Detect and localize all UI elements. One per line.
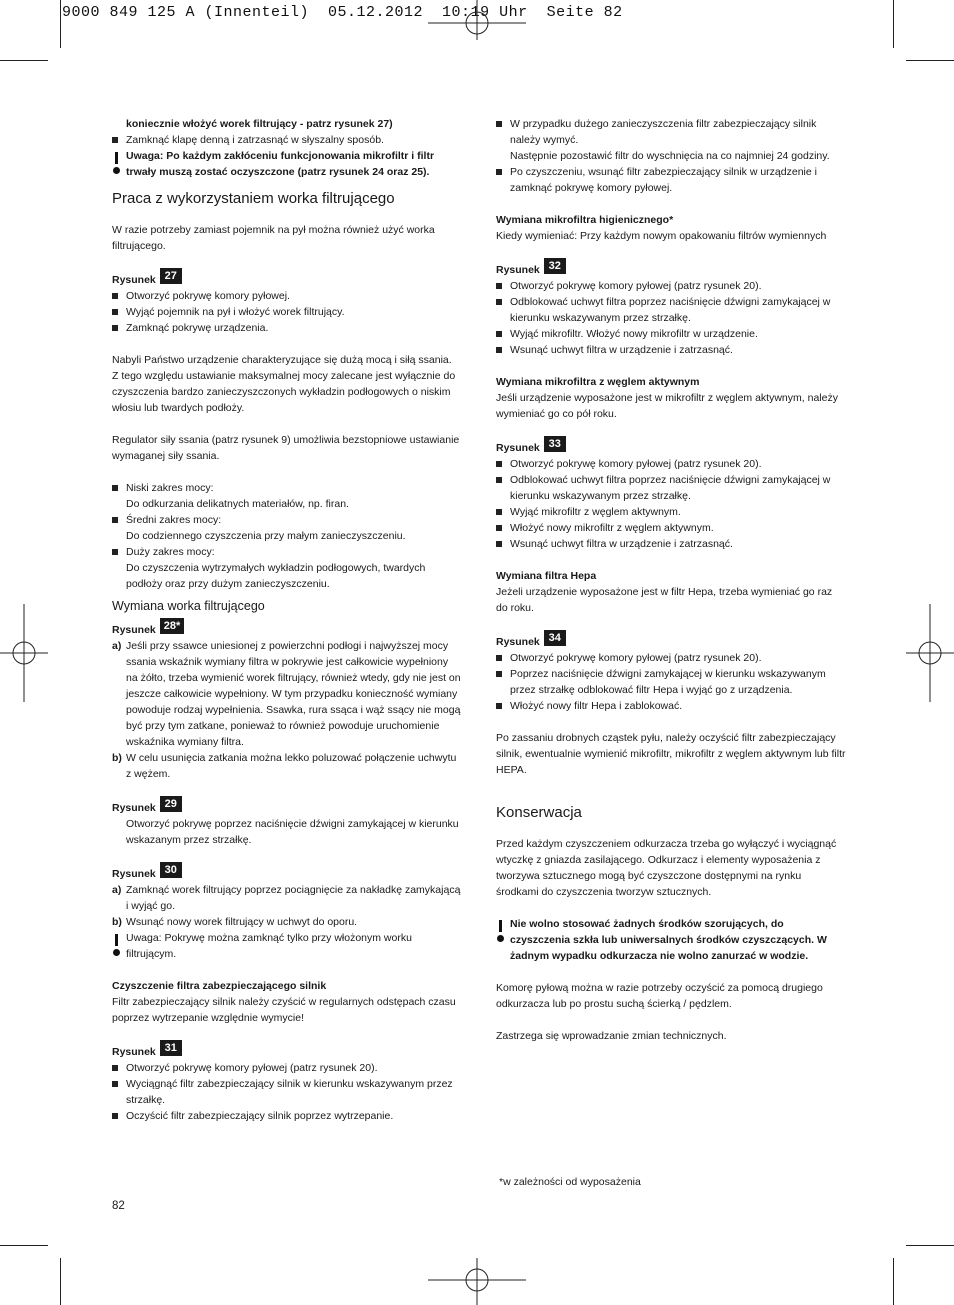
list-item-detail: Do czyszczenia wytrzymałych wykładzin podłogowych, twardych podłoży oraz przy dużym zanieczyszczeniu. [126, 562, 426, 590]
figure-ref-29: Rysunek 29 [112, 800, 462, 816]
list-item: Poprzez naciśnięcie dźwigni zamykającej w kierunku wskazywanym przez strzałkę odblokować filtr Hepa i wyjąć go z urządzenia. [496, 666, 846, 698]
paragraph: Regulator siły ssania (patrz rysunek 9) umożliwia bezstopniowe ustawianie wymaganej siły ssania. [112, 434, 460, 462]
figure-badge: 27 [160, 268, 182, 284]
list-item: Włożyć nowy mikrofiltr z węglem aktywnym. [496, 520, 846, 536]
figure-ref-34: Rysunek 34 [496, 634, 846, 650]
figure-badge: 32 [544, 258, 566, 274]
crop-mark-tr-h [906, 60, 954, 61]
list-item: Niski zakres mocy: [112, 480, 462, 496]
step-b: b) W celu usunięcia zatkania można lekko poluzować połączenie uchwytu z wężem. [112, 752, 457, 780]
list-item: Wsunąć uchwyt filtra w urządzenie i zatrzasnąć. [496, 536, 846, 552]
warning-text: Uwaga: Po każdym zakłóceniu funkcjonowania mikrofiltr i filtr trwały muszą zostać oczyszczone (patrz rysunek 24 oraz 25). [126, 150, 435, 178]
figure-ref-31: Rysunek 31 [112, 1044, 462, 1060]
list-item: Duży zakres mocy: [112, 544, 462, 560]
crop-mark-br-v [893, 1258, 894, 1305]
crop-mark-tl-v [60, 0, 61, 48]
crop-mark-tr-v [893, 0, 894, 48]
footnote: *w zależności od wyposażenia [499, 1176, 641, 1188]
list-item: Średni zakres mocy: [112, 512, 462, 528]
figure-ref-30: Rysunek 30 [112, 866, 462, 882]
step-a: a) Zamknąć worek filtrujący poprzez pociągnięcie za nakładkę zamykającą i wyjąć go. [112, 884, 461, 912]
section-heading-konserwacja: Konserwacja [496, 804, 582, 821]
warning-icon [497, 920, 504, 942]
figure-badge: 30 [160, 862, 182, 878]
list-item: Oczyścić filtr zabezpieczający silnik poprzez wytrzepanie. [112, 1108, 462, 1124]
list-item: Wyjąć mikrofiltr z węglem aktywnym. [496, 504, 846, 520]
left-column [112, 116, 462, 1124]
list-item-detail: Do codziennego czyszczenia przy małym zanieczyszczeniu. [126, 530, 406, 542]
list-item: Po czyszczeniu, wsunąć filtr zabezpieczający silnik w urządzenie i zamknąć pokrywę komory pyłowej. [496, 164, 846, 196]
list-item: Wyciągnąć filtr zabezpieczający silnik w kierunku wskazywanym przez strzałkę. [112, 1076, 462, 1108]
paragraph: Kiedy wymieniać: Przy każdym nowym opakowaniu filtrów wymiennych [496, 230, 827, 242]
subheading-mikrofiltr-wegiel: Wymiana mikrofiltra z węglem aktywnym [496, 376, 700, 388]
paragraph: Przed każdym czyszczeniem odkurzacza trzeba go wyłączyć i wyciągnąć wtyczkę z gniazda zasilającego. Odkurzacz i elementy wyposażenia z tworzywa sztucznego mogą być czyszczone dostępnymi na rynku środkami do czyszczenia tworzyw sztucznych. [496, 838, 837, 898]
subheading-filtr-hepa: Wymiana filtra Hepa [496, 570, 597, 582]
figure-badge: 28* [160, 618, 185, 634]
paragraph: Jeżeli urządzenie wyposażone jest w filtr Hepa, trzeba wymieniać go raz do roku. [496, 586, 833, 614]
figure-badge: 29 [160, 796, 182, 812]
list-item: Odblokować uchwyt filtra poprzez naciśnięcie dźwigni zamykającej w kierunku wskazywanym przez strzałkę. [496, 294, 846, 326]
section-heading-wymiana-worka: Wymiana worka filtrującego [112, 599, 265, 613]
list-item: Wyjąć mikrofiltr. Włożyć nowy mikrofiltr w urządzenie. [496, 326, 846, 342]
page-number: 82 [112, 1200, 125, 1212]
step-b: b) Wsunąć nowy worek filtrujący w uchwyt do oporu. [112, 916, 358, 928]
paragraph: Otworzyć pokrywę poprzez naciśnięcie dźwigni zamykającej w kierunku wskazanym przez strzałkę. [126, 818, 459, 846]
registration-mark-right [906, 604, 954, 702]
print-header: 9000 849 125 A (Innenteil) 05.12.2012 10:19 Uhr Seite 82 [62, 4, 623, 21]
warning-icon [113, 934, 120, 956]
list-item: Otworzyć pokrywę komory pyłowej (patrz rysunek 20). [496, 456, 846, 472]
list-item: Otworzyć pokrywę komory pyłowej (patrz rysunek 20). [496, 650, 846, 666]
continued-bold-text: koniecznie włożyć worek filtrujący - patrz rysunek 27) [126, 118, 393, 130]
subheading-czyszczenie: Czyszczenie filtra zabezpieczającego silnik [112, 980, 327, 992]
list-item: Odblokować uchwyt filtra poprzez naciśnięcie dźwigni zamykającej w kierunku wskazywanym przez strzałkę. [496, 472, 846, 504]
warning-note [112, 930, 462, 962]
warning-text: Nie wolno stosować żadnych środków szorujących, do czyszczenia szkła lub uniwersalnych środków czyszczących. W żadnym wypadku odkurzacza nie wolno zanurzać w wodzie. [510, 918, 827, 962]
list-item-detail: Następnie pozostawić filtr do wyschnięcia na co najmniej 24 godziny. [510, 150, 830, 162]
registration-mark-top [428, 0, 526, 40]
list-item: Zamknąć pokrywę urządzenia. [112, 320, 462, 336]
list-item: W przypadku dużego zanieczyszczenia filtr zabezpieczający silnik należy wymyć. [496, 116, 846, 148]
registration-mark-left [0, 604, 48, 702]
list-item: Otworzyć pokrywę komory pyłowej. [112, 288, 462, 304]
figure-ref-28: Rysunek 28* [112, 622, 462, 638]
crop-mark-bl-h [0, 1245, 48, 1246]
paragraph: Zastrzega się wprowadzanie zmian technicznych. [496, 1030, 727, 1042]
list-item-detail: Do odkurzania delikatnych materiałów, np. firan. [126, 498, 349, 510]
list-item: Wsunąć uchwyt filtra w urządzenie i zatrzasnąć. [496, 342, 846, 358]
figure-badge: 33 [544, 436, 566, 452]
list-item: Włożyć nowy filtr Hepa i zablokować. [496, 698, 846, 714]
registration-mark-bottom [428, 1258, 526, 1305]
crop-mark-tl-h [0, 60, 48, 61]
list-item: Zamknąć klapę denną i zatrzasnąć w słyszalny sposób. [112, 132, 462, 148]
warning-note [496, 916, 846, 964]
paragraph: Nabyli Państwo urządzenie charakteryzujące się dużą mocą i siłą ssania. [112, 354, 452, 366]
paragraph: Z tego względu ustawianie maksymalnej mocy zalecane jest wyłącznie do czyszczenia bardzo zanieczyszczonych wykładzin podłogowych o niskim włosiu lub twardych podłoży. [112, 370, 456, 414]
figure-ref-33: Rysunek 33 [496, 440, 846, 456]
list-item: Otworzyć pokrywę komory pyłowej (patrz rysunek 20). [496, 278, 846, 294]
paragraph: W razie potrzeby zamiast pojemnik na pył można również użyć worka filtrującego. [112, 224, 435, 252]
paragraph: Komorę pyłową można w razie potrzeby oczyścić za pomocą drugiego odkurzacza lub po prostu suchą ścierką / pędzlem. [496, 982, 823, 1010]
list-item: Otworzyć pokrywę komory pyłowej (patrz rysunek 20). [112, 1060, 462, 1076]
paragraph: Filtr zabezpieczający silnik należy czyścić w regularnych odstępach czasu poprzez wytrzepanie względnie wymycie! [112, 996, 456, 1024]
right-column [496, 116, 846, 1044]
subheading-mikrofiltr-higieniczny: Wymiana mikrofiltra higienicznego* [496, 214, 674, 226]
figure-badge: 31 [160, 1040, 182, 1056]
figure-ref-32: Rysunek 32 [496, 262, 846, 278]
crop-mark-bl-v [60, 1258, 61, 1305]
list-item: Wyjąć pojemnik na pył i włożyć worek filtrujący. [112, 304, 462, 320]
section-heading-worek: Praca z wykorzystaniem worka filtrującego [112, 190, 395, 207]
paragraph: Po zassaniu drobnych cząstek pyłu, należy oczyścić filtr zabezpieczający silnik, ewentualnie wymienić mikrofiltr, mikrofiltr z węglem aktywnym lub filtr HEPA. [496, 732, 846, 776]
warning-text: Uwaga: Pokrywę można zamknąć tylko przy włożonym worku filtrującym. [126, 932, 412, 960]
paragraph: Jeśli urządzenie wyposażone jest w mikrofiltr z węglem aktywnym, należy wymieniać go co pół roku. [496, 392, 838, 420]
warning-icon [113, 152, 120, 174]
figure-badge: 34 [544, 630, 566, 646]
warning-note [112, 148, 462, 180]
step-a: a) Jeśli przy ssawce uniesionej z powierzchni podłogi i najwyższej mocy ssania wskaźnik wymiany filtra w pokrywie jest całkowicie wypełniony na żółto, trzeba wymienić worek filtrujący, również wtedy, gdy nie jest on jeszcze całkowicie wypełniony. W tym przypadku konieczność wymiany powoduje rodzaj wypełnienia. Ssawka, rura ssąca i wąż ssący nie mogą być przy tym zatkane, ponieważ to również powoduje uruchomienie wskaźnika wymiany filtra. [112, 640, 461, 748]
crop-mark-br-h [906, 1245, 954, 1246]
figure-ref-27: Rysunek 27 [112, 272, 462, 288]
